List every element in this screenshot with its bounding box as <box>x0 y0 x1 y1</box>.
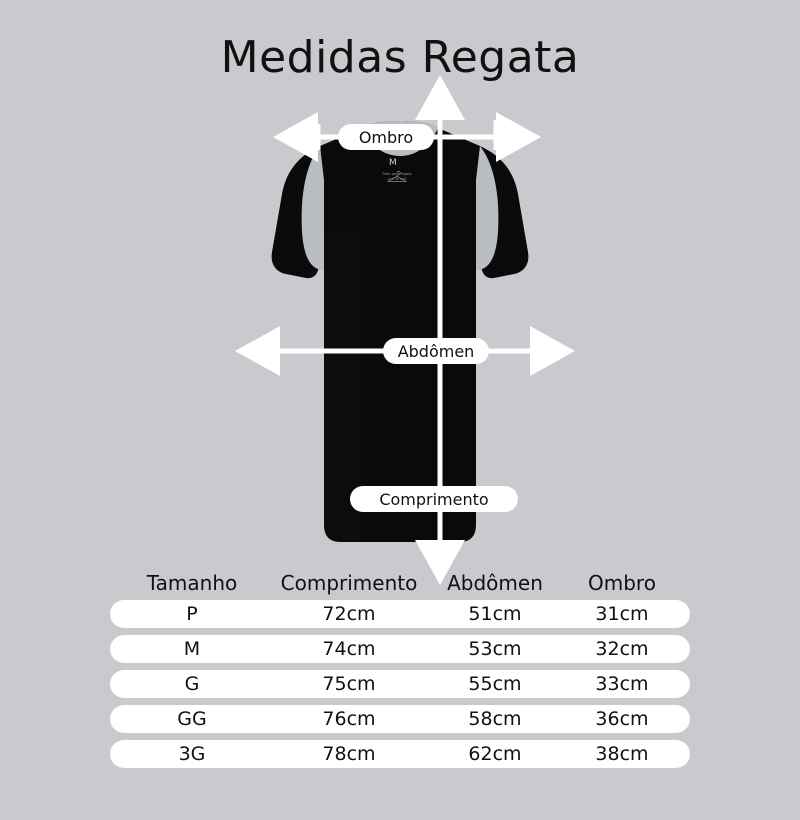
cell-ombro: 32cm <box>595 638 649 660</box>
table-row <box>110 740 690 768</box>
cell-comprimento: 78cm <box>322 743 376 765</box>
table-row <box>110 670 690 698</box>
cell-tamanho: M <box>183 638 201 660</box>
header-tamanho: Tamanho <box>146 571 238 595</box>
page-title: Medidas Regata <box>220 32 580 83</box>
header-abdomen: Abdômen <box>447 571 543 595</box>
table-header-row <box>110 566 690 600</box>
cell-abdomen: 55cm <box>468 673 522 695</box>
cell-tamanho: 3G <box>178 743 206 765</box>
table-row <box>110 635 690 663</box>
cell-tamanho: P <box>186 603 198 625</box>
cell-tamanho: GG <box>177 708 207 730</box>
cell-comprimento: 76cm <box>322 708 376 730</box>
cell-tamanho: G <box>184 673 200 695</box>
cell-ombro: 36cm <box>595 708 649 730</box>
cell-comprimento: 72cm <box>322 603 376 625</box>
cell-ombro: 38cm <box>595 743 649 765</box>
cell-abdomen: 53cm <box>468 638 522 660</box>
header-ombro: Ombro <box>588 571 656 595</box>
label-abdomen: Abdômen <box>383 338 489 364</box>
cell-ombro: 33cm <box>595 673 649 695</box>
cell-comprimento: 74cm <box>322 638 376 660</box>
label-ombro: Ombro <box>338 124 434 150</box>
header-comprimento: Comprimento <box>280 571 418 595</box>
size-table <box>110 566 690 775</box>
neck-tag-text: Feito para regata cod 00 xx0 <box>382 172 412 181</box>
cell-ombro: 31cm <box>595 603 649 625</box>
cell-abdomen: 58cm <box>468 708 522 730</box>
cell-comprimento: 75cm <box>322 673 376 695</box>
cell-abdomen: 51cm <box>468 603 522 625</box>
neck-tag-size: M <box>389 158 397 168</box>
cell-abdomen: 62cm <box>468 743 522 765</box>
table-row <box>110 600 690 628</box>
table-row <box>110 705 690 733</box>
label-comprimento: Comprimento <box>350 486 518 512</box>
